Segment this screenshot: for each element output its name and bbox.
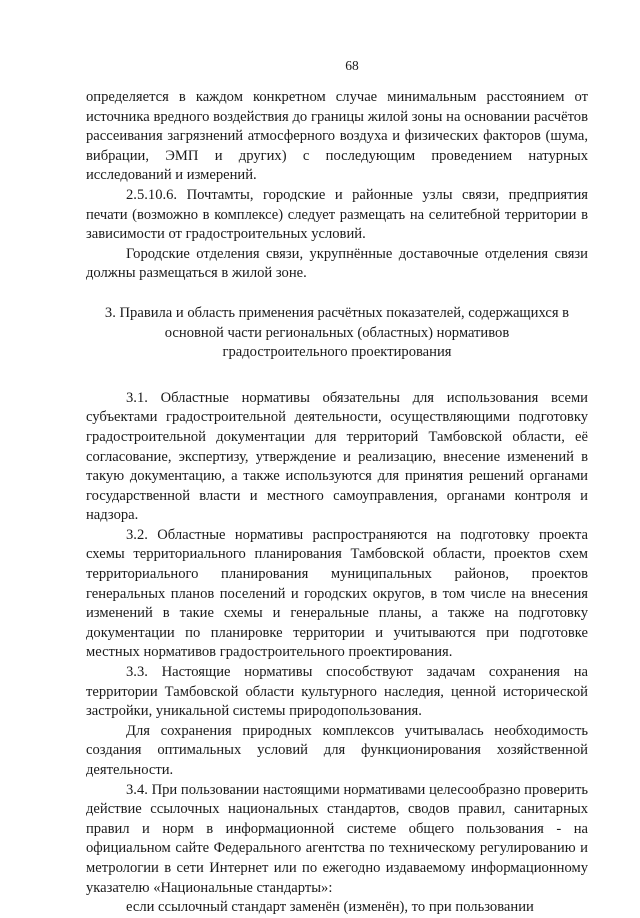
paragraph-3-1: 3.1. Областные нормативы обязательны для использования всеми субъектами градостроительной деятельности, осуществляющими подготовку градостроительной документации для территорий Тамбовской области, её согласование, экспертизу, утверждение и реализацию, внесение изменений в такую документацию, а также используются для принятия решений органами государственной власти и местного самоуправления, органами контроля и надзора. [86,389,588,524]
section-heading-line-3: градостроительного проектирования [222,344,452,361]
paragraph-natural-complexes: Для сохранения природных комплексов учитывалась необходимость создания оптимальных условий для функционирования хозяйственной деятельности. [86,722,588,778]
page-number: 68 [345,58,359,73]
paragraph-3-3: 3.3. Настоящие нормативы способствуют задачам сохранения на территории Тамбовской области культурного наследия, ценной исторической застройки, уникальной системы природопользования. [86,664,588,720]
section-heading [86,304,588,363]
paragraph-reference-standard: если ссылочный стандарт заменён (изменён), то при пользовании [126,899,534,916]
paragraph-3-2: 3.2. Областные нормативы распространяются на подготовку проекта схемы территориального планирования Тамбовской области, проектов схем территориального планирования муниципальных районов, проектов генеральных планов поселений и городских округов, в том числе на внесения изменений в такие схемы и генеральные планы, а также на подготовку документации по планировке территории и учитываются при подготовке местных нормативов градостроительного проектирования. [86,526,588,661]
paragraph-city-post-offices: Городские отделения связи, укрупнённые доставочные отделения связи должны размещаться в жилой зоне. [86,245,588,282]
section-heading-line-2: основной части региональных (областных) нормативов [164,324,510,341]
paragraph-2-5-10-6: 2.5.10.6. Почтамты, городские и районные узлы связи, предприятия печати (возможно в комплексе) следует размещать на селитебной территории в зависимости от градостроительных условий. [86,186,588,243]
paragraph-continuation: определяется в каждом конкретном случае минимальным расстоянием от источника вредного воздействия до границы жилой зоны на основании расчётов рассеивания загрязнений атмосферного воздуха и физических факторов (шума, вибрации, ЭМП и других) с последующим проведением натурных исследований и измерений. [86,89,588,184]
paragraph-3-4: 3.4. При пользовании настоящими нормативами целесообразно проверить действие ссылочных национальных стандартов, сводов правил, санитарных правил и норм в информационной системе общего пользования - на официальном сайте Федерального агентства по техническому регулированию и метрологии в сети Интернет или по ежегодно издаваемому информационному указателю «Национальные стандарты»: [86,781,588,896]
section-heading-line-1: 3. Правила и область применения расчётных показателей, содержащихся в [104,304,570,321]
